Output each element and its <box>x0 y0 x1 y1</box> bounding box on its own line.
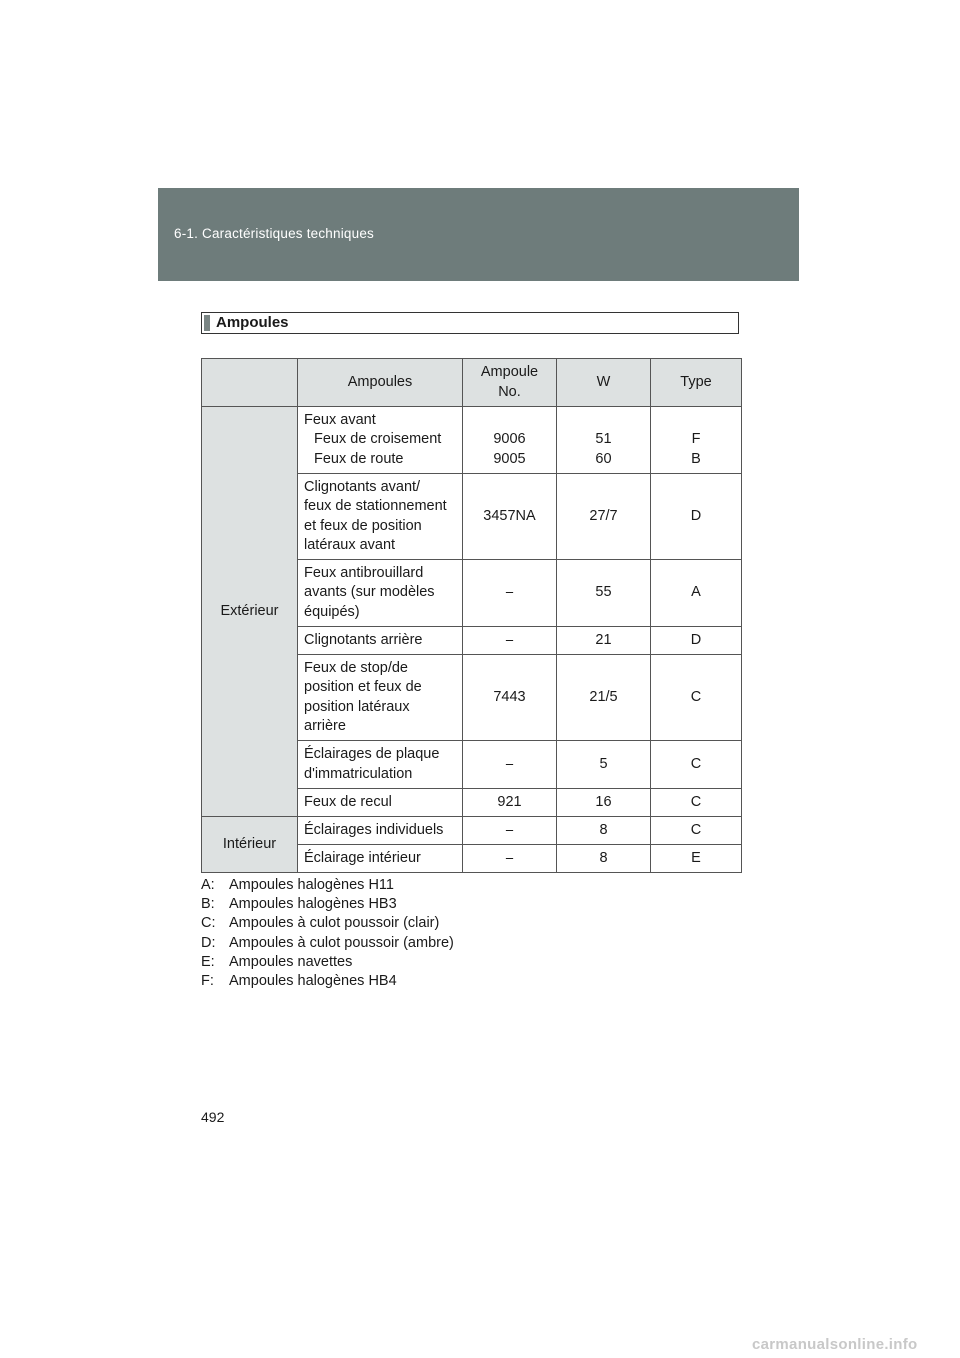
bulb-watt: 8 <box>557 845 651 873</box>
bulb-type-value: B <box>691 450 701 467</box>
bulb-type: C <box>651 741 742 789</box>
bulb-name-line: Clignotants avant/ <box>304 478 421 495</box>
table-header-row <box>202 359 742 407</box>
bulb-name-line: équipés) <box>304 603 360 620</box>
bulb-name-line: avants (sur modèles <box>304 584 435 601</box>
bulb-name-line: Feux de stop/de <box>304 659 408 676</box>
bulb-name <box>298 789 463 817</box>
header-type: Type <box>651 359 742 407</box>
bulb-type: C <box>651 817 742 845</box>
bulb-name-line: position latéraux <box>304 698 410 715</box>
bulb-number: ⎯ <box>463 627 557 655</box>
page-number: 492 <box>201 1109 225 1125</box>
bulb-watt: 8 <box>557 817 651 845</box>
legend-item <box>201 934 454 953</box>
category-interior: Intérieur <box>202 817 298 873</box>
table-row <box>202 407 742 474</box>
bulb-watt <box>557 407 651 474</box>
bulb-number: 3457NA <box>463 474 557 560</box>
legend-item <box>201 895 454 914</box>
header-ampoule-no <box>463 359 557 407</box>
legend-letter: E: <box>201 953 215 970</box>
bulb-name-line: Clignotants arrière <box>304 631 423 648</box>
bulbs-table <box>201 358 742 873</box>
bulb-name-line: Éclairages individuels <box>304 821 444 838</box>
bulb-type: A <box>651 560 742 627</box>
bulb-name <box>298 845 463 873</box>
legend-text: Ampoules à culot poussoir (clair) <box>229 915 440 932</box>
bulb-name-line: d'immatriculation <box>304 765 413 782</box>
bulb-type: D <box>651 474 742 560</box>
bulb-subname: Feux de croisement <box>314 431 442 448</box>
bulb-watt-value: 51 <box>595 431 612 447</box>
bulb-number: ⎯ <box>463 741 557 789</box>
bulb-name-line: Éclairages de plaque <box>304 746 440 762</box>
legend-item <box>201 914 454 933</box>
legend-text: Ampoules à culot poussoir (ambre) <box>229 934 454 951</box>
bulb-number: 921 <box>463 789 557 817</box>
bulb-name-line: arrière <box>304 718 346 734</box>
breadcrumb: 6-1. Caractéristiques techniques <box>174 226 375 241</box>
section-title: Ampoules <box>216 314 289 331</box>
header-ampoules: Ampoules <box>298 359 463 407</box>
legend-text: Ampoules navettes <box>229 953 353 970</box>
bulb-watt-value: 60 <box>595 450 612 467</box>
bulb-type-value: F <box>691 431 701 447</box>
bulb-name-line: latéraux avant <box>304 537 396 553</box>
header-ampoule-no-line2: No. <box>498 383 521 400</box>
bulb-type: C <box>651 655 742 741</box>
bulb-watt: 55 <box>557 560 651 627</box>
section-title-marker <box>204 315 210 331</box>
bulb-name-line: Feux de recul <box>304 793 392 810</box>
watermark: carmanualsonline.info <box>752 1336 918 1353</box>
legend-letter: D: <box>201 934 216 951</box>
bulb-name <box>298 474 463 560</box>
bulb-number-value: 9005 <box>493 450 526 467</box>
bulb-name-line: Éclairage intérieur <box>304 849 421 866</box>
bulb-number-value: 9006 <box>493 431 526 447</box>
legend-letter: F: <box>201 973 214 990</box>
bulb-name-line: position et feux de <box>304 679 422 695</box>
bulb-type <box>651 407 742 474</box>
legend-letter: A: <box>201 877 215 893</box>
bulb-name-line: feux de stationnement <box>304 498 447 514</box>
legend-text: Ampoules halogènes HB3 <box>229 896 397 913</box>
legend-letter: B: <box>201 896 215 913</box>
header-empty <box>202 359 298 407</box>
legend-item <box>201 953 454 972</box>
category-exterior: Extérieur <box>202 407 298 817</box>
legend-item <box>201 972 454 991</box>
bulb-number <box>463 407 557 474</box>
bulb-name-line: et feux de position <box>304 517 422 534</box>
chapter-header <box>158 188 799 281</box>
legend-letter: C: <box>201 915 216 932</box>
legend-text: Ampoules halogènes H11 <box>229 877 394 893</box>
bulb-name <box>298 655 463 741</box>
table-row <box>202 817 742 845</box>
header-w: W <box>557 359 651 407</box>
bulb-name <box>298 407 463 474</box>
header-ampoule-no-line1: Ampoule <box>480 364 539 380</box>
legend-text: Ampoules halogènes HB4 <box>229 973 397 990</box>
bulb-type: C <box>651 789 742 817</box>
bulb-watt: 21/5 <box>557 655 651 741</box>
bulb-name-line: Feux avant <box>304 411 376 428</box>
bulb-name <box>298 817 463 845</box>
bulb-number: ⎯ <box>463 845 557 873</box>
bulb-number: ⎯ <box>463 560 557 627</box>
bulb-watt: 5 <box>557 741 651 789</box>
bulb-name <box>298 627 463 655</box>
bulb-subname: Feux de route <box>314 450 404 467</box>
bulb-name <box>298 741 463 789</box>
bulb-watt: 21 <box>557 627 651 655</box>
bulb-watt: 27/7 <box>557 474 651 560</box>
bulb-type-legend <box>201 876 454 991</box>
bulb-name-line: Feux antibrouillard <box>304 564 424 581</box>
bulb-name <box>298 560 463 627</box>
bulb-type: D <box>651 627 742 655</box>
legend-item <box>201 876 454 895</box>
bulb-number: 7443 <box>463 655 557 741</box>
bulb-watt: 16 <box>557 789 651 817</box>
bulb-number: ⎯ <box>463 817 557 845</box>
bulb-type: E <box>651 845 742 873</box>
section-title-box <box>201 312 739 334</box>
